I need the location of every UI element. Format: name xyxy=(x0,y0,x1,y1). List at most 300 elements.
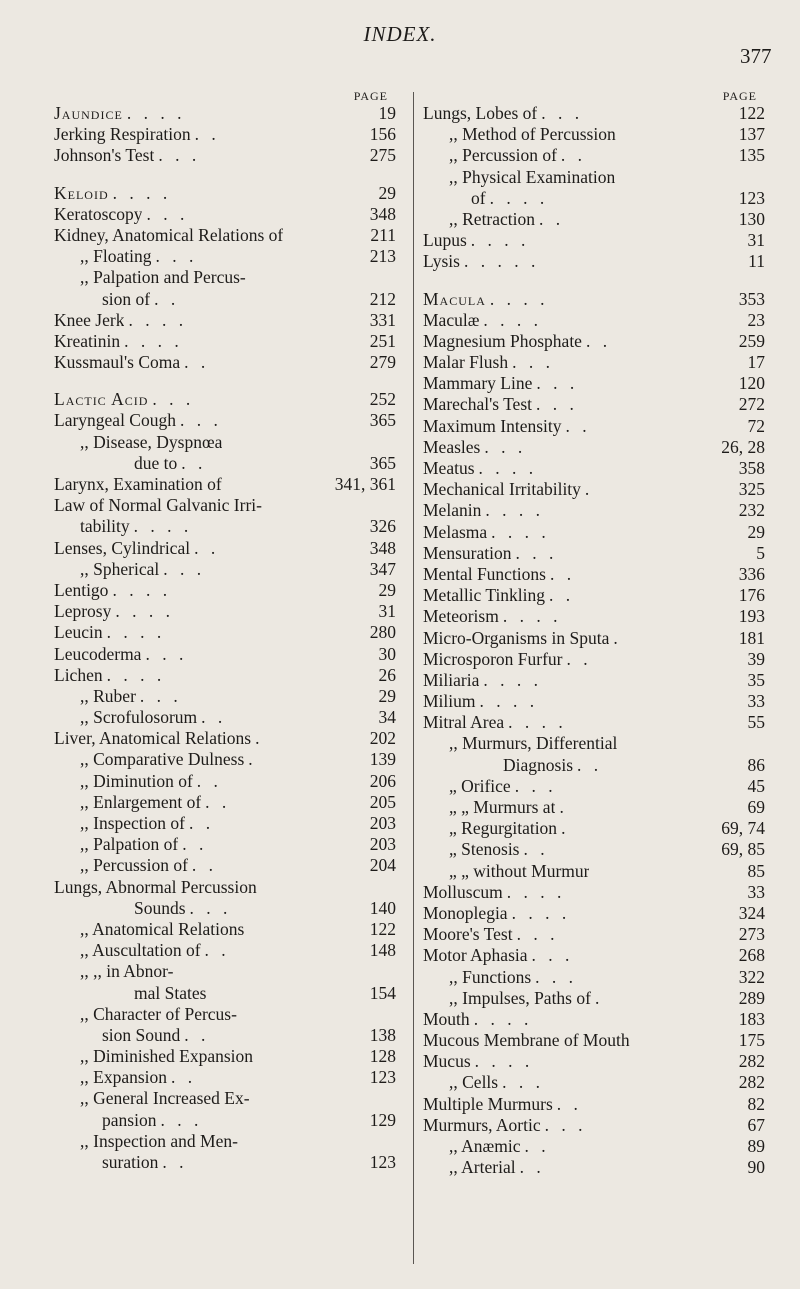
entry-term: Mucus xyxy=(423,1051,471,1072)
index-entry xyxy=(423,861,765,882)
entry-page-number: 348 xyxy=(369,537,396,558)
index-entry xyxy=(423,1115,765,1136)
entry-page-number: 213 xyxy=(369,246,396,267)
entry-page-number: 34 xyxy=(378,707,396,728)
entry-leader-dots: . . . xyxy=(536,394,578,415)
entry-page-number: 259 xyxy=(738,330,765,351)
index-entry xyxy=(54,1110,396,1131)
index-entry xyxy=(54,331,396,352)
index-entry xyxy=(423,945,765,966)
index-entry xyxy=(423,416,765,437)
entry-page-number: 67 xyxy=(747,1114,765,1135)
entry-leader-dots: . . xyxy=(188,813,215,833)
entry-leader-dots: . . . xyxy=(516,924,559,945)
entry-term: Magnesium Phosphate xyxy=(423,330,582,351)
entry-page-number: 183 xyxy=(738,1008,765,1029)
entry-term: due to xyxy=(134,452,178,473)
entry-term: ,, Character of Percus- xyxy=(80,1003,237,1024)
index-entry xyxy=(54,1067,396,1088)
index-entry xyxy=(54,771,396,792)
entry-leader-dots: . . . . xyxy=(485,500,544,521)
entry-leader-dots: . . . xyxy=(139,685,182,706)
entry-leader-dots: . xyxy=(255,728,264,749)
index-entry xyxy=(54,644,396,665)
index-entry xyxy=(423,1051,765,1072)
entry-leader-dots: . . . . xyxy=(479,691,539,712)
entry-leader-dots: . . . . xyxy=(473,1008,533,1029)
entry-term: Diagnosis xyxy=(503,754,573,775)
entry-leader-dots: . . xyxy=(171,1067,197,1088)
entry-term: Lungs, Lobes of xyxy=(423,103,538,123)
entry-term: Monoplegia xyxy=(423,902,508,923)
entry-page-number: 85 xyxy=(747,860,765,881)
index-entry xyxy=(423,1094,765,1115)
entry-term: Milium xyxy=(423,691,476,712)
entry-term: ,, Physical Examination xyxy=(449,166,616,187)
entry-leader-dots: . . xyxy=(205,791,231,812)
index-entry xyxy=(423,103,765,124)
entry-page-number: 30 xyxy=(378,643,396,664)
entry-page-number: 11 xyxy=(748,251,765,272)
index-entries-right xyxy=(423,103,765,1178)
index-entry xyxy=(423,755,765,776)
entry-page-number: 193 xyxy=(738,606,765,627)
entry-term: Lupus xyxy=(423,230,467,251)
entry-term: ,, Palpation of xyxy=(80,834,179,855)
entry-page-number: 206 xyxy=(369,770,396,791)
entry-term: ,, Floating xyxy=(80,246,152,267)
index-entry xyxy=(54,622,396,643)
entry-term: Mental Functions xyxy=(423,563,546,584)
index-entry xyxy=(54,225,396,246)
entry-leader-dots: . xyxy=(594,987,604,1008)
entry-page-number: 353 xyxy=(738,288,765,309)
index-entry xyxy=(54,183,396,204)
index-entry xyxy=(54,246,396,267)
entry-term: Macula xyxy=(423,288,486,309)
entry-leader-dots: . xyxy=(561,818,570,839)
entry-term: ,, Percussion of xyxy=(80,855,188,876)
entry-term: ,, Functions xyxy=(449,966,532,987)
index-entry xyxy=(423,564,765,585)
entry-term: Melanin xyxy=(423,500,482,521)
index-entry xyxy=(54,961,396,982)
entry-term: Laryngeal Cough xyxy=(54,410,176,431)
entry-leader-dots: . . . xyxy=(541,103,584,123)
entry-leader-dots: . xyxy=(613,627,622,648)
entry-leader-dots: . . . . xyxy=(128,309,188,330)
entry-leader-dots: . . . . xyxy=(470,230,530,251)
entry-page-number: 123 xyxy=(738,187,765,208)
entry-term: ,, Inspection of xyxy=(80,813,185,833)
entry-page-number: 72 xyxy=(747,415,765,436)
index-entry xyxy=(54,813,396,834)
index-entry xyxy=(423,394,765,415)
entry-term: Maculæ xyxy=(423,309,480,330)
entry-term: ,, Spherical xyxy=(80,558,160,579)
entry-page-number: 204 xyxy=(369,855,396,876)
index-entry xyxy=(54,749,396,770)
index-entries-left xyxy=(54,103,396,1173)
entry-leader-dots: . . . xyxy=(152,389,195,410)
index-entry xyxy=(54,310,396,331)
entry-page-number: 45 xyxy=(747,775,765,796)
entry-term: Meatus xyxy=(423,458,475,478)
entry-page-number: 90 xyxy=(747,1157,765,1178)
entry-page-number: 122 xyxy=(369,918,396,939)
index-entry xyxy=(423,924,765,945)
entry-leader-dots: . . . . xyxy=(511,902,571,923)
entry-leader-dots: . . xyxy=(181,452,207,473)
entry-term: ,, Retraction xyxy=(449,208,536,229)
entry-term: ,, Arterial xyxy=(449,1157,516,1178)
index-entry xyxy=(423,733,765,754)
index-entry xyxy=(423,289,765,310)
page-title: INDEX. xyxy=(363,22,437,46)
entry-term: Kreatinin xyxy=(54,330,121,351)
entry-leader-dots: . . . . xyxy=(474,1051,534,1072)
entry-term: Leprosy xyxy=(54,601,112,622)
entry-leader-dots: . . . . xyxy=(106,664,166,685)
entry-page-number: 23 xyxy=(747,309,765,330)
entry-term: ,, Anatomical Relations xyxy=(80,918,245,939)
entry-term: „ Stenosis xyxy=(449,839,520,860)
index-entry xyxy=(54,665,396,686)
entry-leader-dots: . . xyxy=(549,563,576,584)
entry-page-number: 282 xyxy=(738,1051,765,1072)
entry-leader-dots: . . . xyxy=(484,436,527,457)
entry-term: Keloid xyxy=(54,182,109,203)
entry-leader-dots: . . . xyxy=(155,246,198,267)
entry-term: sion Sound xyxy=(102,1024,181,1045)
entry-term: „ Orifice xyxy=(449,775,511,796)
index-entry xyxy=(54,267,396,288)
entry-leader-dots: . . xyxy=(519,1157,545,1178)
entry-page-number: 69 xyxy=(747,797,765,817)
entry-page-number: 156 xyxy=(369,124,396,145)
index-entry xyxy=(423,882,765,903)
entry-page-number: 33 xyxy=(747,881,765,902)
entry-term: Law of Normal Galvanic Irri- xyxy=(54,495,262,516)
entry-page-number: 336 xyxy=(738,563,765,584)
index-entry xyxy=(54,983,396,1004)
entry-page-number: 86 xyxy=(747,754,765,775)
index-entry xyxy=(54,1088,396,1109)
index-entry xyxy=(54,855,396,876)
index-entry xyxy=(54,919,396,940)
entry-page-number: 289 xyxy=(738,987,765,1008)
entry-term: ,, Palpation and Percus- xyxy=(80,267,246,288)
entry-term: ,, Cells xyxy=(449,1072,499,1093)
index-entry xyxy=(423,500,765,521)
entry-term: Larynx, Examination of xyxy=(54,474,222,494)
entry-page-number: 268 xyxy=(738,945,765,966)
entry-term: Knee Jerk xyxy=(54,309,125,330)
index-entry xyxy=(54,124,396,145)
index-entry xyxy=(54,1004,396,1025)
entry-leader-dots: . . . xyxy=(514,775,557,796)
entry-page-number: 69, 85 xyxy=(721,839,765,860)
entry-term: Multiple Murmurs xyxy=(423,1093,553,1114)
index-entry xyxy=(423,209,765,230)
index-entry xyxy=(423,352,765,373)
entry-term: Metallic Tinkling xyxy=(423,585,546,606)
entry-leader-dots: . . . . xyxy=(508,712,567,733)
entry-leader-dots: . . . xyxy=(515,542,558,563)
entry-term: Johnson's Test xyxy=(54,145,155,166)
entry-page-number: 232 xyxy=(738,500,765,521)
index-entry xyxy=(423,522,765,543)
index-entry xyxy=(423,145,765,166)
index-entry xyxy=(54,453,396,474)
entry-leader-dots: . xyxy=(559,797,568,817)
entry-page-number: 348 xyxy=(369,203,396,224)
index-entry xyxy=(423,1072,765,1093)
entry-term: pansion xyxy=(102,1109,157,1130)
entry-page-number: 331 xyxy=(369,309,396,330)
entry-leader-dots: . . xyxy=(524,1136,550,1156)
index-entry xyxy=(54,686,396,707)
index-entry xyxy=(54,432,396,453)
index-entry xyxy=(423,818,765,839)
entry-page-number: 279 xyxy=(369,352,396,373)
entry-page-number: 89 xyxy=(747,1136,765,1156)
entry-page-number: 82 xyxy=(747,1093,765,1114)
entry-leader-dots: . . . . xyxy=(506,881,566,902)
index-entry xyxy=(423,479,765,500)
entry-term: ,, ,, in Abnor- xyxy=(80,961,174,982)
entry-term: Moore's Test xyxy=(423,924,513,945)
entry-term: Lenses, Cylindrical xyxy=(54,537,191,558)
entry-leader-dots: . . . . xyxy=(483,309,543,330)
entry-term: ,, Impulses, Paths of xyxy=(449,987,591,1008)
entry-page-number: 365 xyxy=(369,410,396,431)
entry-leader-dots: . . . xyxy=(179,410,222,431)
entry-term: Lysis xyxy=(423,251,460,272)
index-entry xyxy=(423,797,765,818)
entry-leader-dots: . . . . xyxy=(483,669,542,690)
entry-term: „ „ Murmurs at xyxy=(449,797,556,817)
entry-page-number: 29 xyxy=(378,579,396,600)
entry-term: Maximum Intensity xyxy=(423,415,562,436)
entry-leader-dots: . . . xyxy=(531,945,574,966)
entry-leader-dots: . . xyxy=(585,330,612,351)
entry-term: ,, Inspection and Men- xyxy=(80,1130,238,1151)
entry-term: ,, Diminished Expansion xyxy=(80,1046,254,1067)
entry-term: ,, Comparative Dulness xyxy=(80,749,245,770)
index-entry xyxy=(423,437,765,458)
index-entry xyxy=(423,373,765,394)
entry-page-number: 252 xyxy=(369,389,396,410)
entry-page-number: 128 xyxy=(369,1046,396,1067)
index-entry xyxy=(423,188,765,209)
entry-page-number: 122 xyxy=(738,103,765,123)
entry-term: mal States xyxy=(134,982,207,1003)
index-entry xyxy=(423,585,765,606)
entry-leader-dots: . . . xyxy=(160,1109,203,1130)
index-entry xyxy=(54,410,396,431)
entry-leader-dots: . . . . xyxy=(112,579,172,600)
entry-page-number: 31 xyxy=(747,230,765,251)
entry-page-number: 5 xyxy=(756,542,765,563)
entry-leader-dots: . . xyxy=(560,145,587,166)
entry-page-number: 325 xyxy=(738,479,765,500)
entry-leader-dots: . . xyxy=(184,1024,210,1045)
entry-leader-dots: . xyxy=(584,479,594,500)
entry-term: Leucin xyxy=(54,622,103,643)
index-entry xyxy=(423,903,765,924)
entry-page-number: 282 xyxy=(738,1072,765,1093)
entry-term: ,, Anæmic xyxy=(449,1136,521,1156)
entry-term: Sounds xyxy=(134,897,186,918)
entry-term: ,, Enlargement of xyxy=(80,791,202,812)
entry-term: Lentigo xyxy=(54,579,109,600)
page-column-label: PAGE xyxy=(353,89,388,103)
index-entry xyxy=(423,1009,765,1030)
index-entry xyxy=(423,167,765,188)
index-entry xyxy=(54,834,396,855)
index-entry xyxy=(423,670,765,691)
index-entry xyxy=(54,1131,396,1152)
entry-term: ,, Ruber xyxy=(80,685,136,706)
index-entry xyxy=(423,310,765,331)
entry-term: Motor Aphasia xyxy=(423,945,528,966)
entry-leader-dots: . . . . . xyxy=(463,251,540,272)
entry-page-number: 205 xyxy=(369,791,396,812)
entry-leader-dots: . . . . xyxy=(491,521,550,542)
entry-leader-dots: . . xyxy=(184,352,210,373)
entry-term: sion of xyxy=(102,288,151,309)
entry-page-number: 203 xyxy=(369,813,396,833)
index-entry xyxy=(423,543,765,564)
entry-term: Kussmaul's Coma xyxy=(54,352,181,373)
entry-leader-dots: . . xyxy=(194,124,220,145)
entry-page-number: 120 xyxy=(738,373,765,394)
entry-leader-dots: . . xyxy=(201,707,227,728)
entry-leader-dots: . . xyxy=(162,1152,188,1172)
entry-page-number: 148 xyxy=(369,940,396,961)
index-entry xyxy=(54,103,396,124)
entry-page-number: 203 xyxy=(369,834,396,855)
entry-leader-dots: . . . . xyxy=(106,622,166,643)
index-entry xyxy=(54,1046,396,1067)
index-entry xyxy=(423,1136,765,1157)
entry-term: Mammary Line xyxy=(423,373,533,394)
entry-term: suration xyxy=(102,1152,159,1172)
entry-term: Meteorism xyxy=(423,606,499,627)
index-entry xyxy=(423,1157,765,1178)
entry-leader-dots: . . . xyxy=(158,145,201,166)
entry-leader-dots: . . xyxy=(577,754,603,775)
entry-page-number: 275 xyxy=(369,145,396,166)
entry-page-number: 137 xyxy=(738,124,765,145)
index-entry xyxy=(423,988,765,1009)
entry-leader-dots: . . . . xyxy=(489,187,549,208)
index-entry xyxy=(54,580,396,601)
index-entry xyxy=(54,289,396,310)
index-column-left xyxy=(54,89,396,1173)
entry-page-number: 39 xyxy=(747,648,765,669)
index-entry xyxy=(54,538,396,559)
index-entry xyxy=(54,389,396,410)
index-entry xyxy=(54,728,396,749)
entry-leader-dots: . . . xyxy=(146,203,189,224)
entry-term: Mensuration xyxy=(423,542,512,563)
entry-leader-dots: . . . xyxy=(189,897,232,918)
entry-term: Murmurs, Aortic xyxy=(423,1114,541,1135)
entry-term: Lactic Acid xyxy=(54,389,149,410)
entry-page-number: 26, 28 xyxy=(721,436,765,457)
index-column-right xyxy=(423,89,765,1178)
entry-leader-dots: . . xyxy=(566,648,592,669)
entry-page-number: 123 xyxy=(369,1152,396,1172)
index-entry xyxy=(54,559,396,580)
index-entry xyxy=(423,251,765,272)
entry-page-number: 55 xyxy=(747,712,765,733)
index-entry xyxy=(423,649,765,670)
entry-term: Keratoscopy xyxy=(54,203,143,224)
index-entry xyxy=(54,516,396,537)
entry-term: Leucoderma xyxy=(54,643,142,664)
entry-leader-dots: . . xyxy=(194,537,220,558)
entry-page-number: 138 xyxy=(369,1024,396,1045)
entry-term: tability xyxy=(80,516,130,537)
entry-leader-dots: . . . . xyxy=(478,458,538,478)
entry-leader-dots: . . . . xyxy=(124,330,183,351)
entry-leader-dots: . . . xyxy=(512,352,554,373)
entry-leader-dots: . . . xyxy=(163,558,206,579)
entry-term: Mechanical Irritability xyxy=(423,479,581,500)
entry-term: „ „ without Murmur xyxy=(449,860,590,881)
index-entry xyxy=(54,145,396,166)
index-entry xyxy=(54,352,396,373)
index-entry xyxy=(423,839,765,860)
entry-page-number: 35 xyxy=(747,669,765,690)
entry-page-number: 154 xyxy=(369,982,396,1003)
entry-page-number: 129 xyxy=(369,1109,396,1130)
entry-leader-dots: . . . xyxy=(502,1072,544,1093)
entry-term: Lichen xyxy=(54,664,103,685)
entry-term: Measles xyxy=(423,436,481,457)
entry-term: Micro-Organisms in Sputa xyxy=(423,627,610,648)
entry-leader-dots: . . . xyxy=(536,373,579,394)
entry-term: Kidney, Anatomical Relations of xyxy=(54,224,284,245)
entry-leader-dots: . . . . xyxy=(133,516,193,537)
entry-page-number: 33 xyxy=(747,691,765,712)
entry-leader-dots: . . xyxy=(549,585,575,606)
entry-page-number: 29 xyxy=(378,182,396,203)
page-number: 377 xyxy=(740,44,772,68)
entry-leader-dots: . . xyxy=(539,208,565,229)
entry-term: ,, Murmurs, Differential xyxy=(449,733,618,754)
index-entry xyxy=(54,940,396,961)
entry-page-number: 324 xyxy=(738,902,765,923)
entry-leader-dots: . . . . xyxy=(126,103,186,123)
entry-term: Marechal's Test xyxy=(423,394,532,415)
page-column-label: PAGE xyxy=(722,89,757,103)
index-entry xyxy=(54,792,396,813)
entry-page-number: 326 xyxy=(369,516,396,537)
entry-leader-dots: . xyxy=(248,749,257,770)
entry-term: Mitral Area xyxy=(423,712,505,733)
entry-page-number: 123 xyxy=(369,1067,396,1088)
entry-page-number: 139 xyxy=(369,749,396,770)
entry-term: Jerking Respiration xyxy=(54,124,191,145)
entry-page-number: 273 xyxy=(738,924,765,945)
index-entry xyxy=(423,331,765,352)
entry-page-number: 176 xyxy=(738,585,765,606)
entry-leader-dots: . . xyxy=(556,1093,582,1114)
